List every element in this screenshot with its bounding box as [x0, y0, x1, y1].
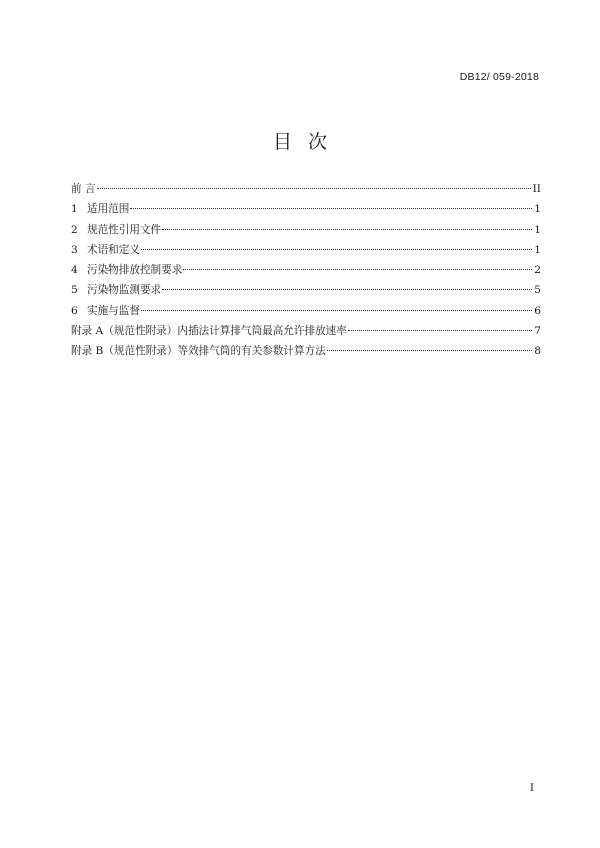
dot-leader [183, 269, 532, 270]
toc-entry-page: 6 [534, 304, 541, 317]
toc-entry-label: 术语和定义 [87, 243, 140, 256]
toc-entry-label: 实施与监督 [87, 304, 140, 317]
toc-entry-page: 1 [534, 223, 541, 236]
table-of-contents [71, 179, 541, 362]
toc-entry-number: 5 [71, 284, 78, 297]
toc-entry-page: 7 [534, 325, 541, 338]
toc-entry-number: 2 [71, 223, 78, 236]
dot-leader [162, 289, 532, 290]
toc-entry-page: 5 [534, 284, 541, 297]
toc-entry-emission-control[interactable] [71, 260, 541, 280]
toc-entry-label: 污染物监测要求 [87, 284, 162, 297]
toc-entry-label: 附录 A（规范性附录）内插法计算排气筒最高允许排放速率 [71, 325, 347, 338]
dot-leader [327, 350, 532, 351]
dot-leader [141, 310, 532, 311]
toc-entry-label: 规范性引用文件 [87, 223, 162, 236]
toc-entry-number: 4 [71, 264, 78, 277]
toc-entry-appendix-b[interactable] [71, 341, 541, 361]
dot-leader [162, 229, 532, 230]
toc-entry-page: 1 [534, 203, 541, 216]
dot-leader [348, 330, 532, 331]
dot-leader [141, 249, 532, 250]
toc-entry-monitoring[interactable] [71, 280, 541, 300]
toc-entry-normative-references[interactable] [71, 220, 541, 240]
toc-entry-label: 污染物排放控制要求 [87, 264, 183, 277]
toc-entry-foreword[interactable] [71, 179, 541, 199]
document-code: DB12/ 059-2018 [459, 71, 539, 83]
toc-entry-page: 8 [534, 345, 541, 358]
toc-entry-number: 1 [71, 203, 78, 216]
toc-entry-label: 附录 B（规范性附录）等效排气筒的有关参数计算方法 [71, 345, 326, 358]
toc-entry-number: 3 [71, 243, 78, 256]
dot-leader [130, 208, 532, 209]
dot-leader [97, 188, 531, 189]
toc-entry-scope[interactable] [71, 199, 541, 219]
toc-title: 目次 [272, 131, 343, 153]
toc-entry-page: II [532, 183, 541, 195]
toc-entry-page: 2 [534, 264, 541, 277]
page-number: I [529, 782, 534, 794]
toc-entry-label: 前 言 [71, 183, 96, 195]
toc-entry-number: 6 [71, 304, 78, 317]
toc-entry-appendix-a[interactable] [71, 321, 541, 341]
toc-entry-implementation[interactable] [71, 301, 541, 321]
toc-entry-page: 1 [534, 243, 541, 256]
toc-entry-terms-definitions[interactable] [71, 240, 541, 260]
toc-entry-label: 适用范围 [87, 203, 130, 216]
